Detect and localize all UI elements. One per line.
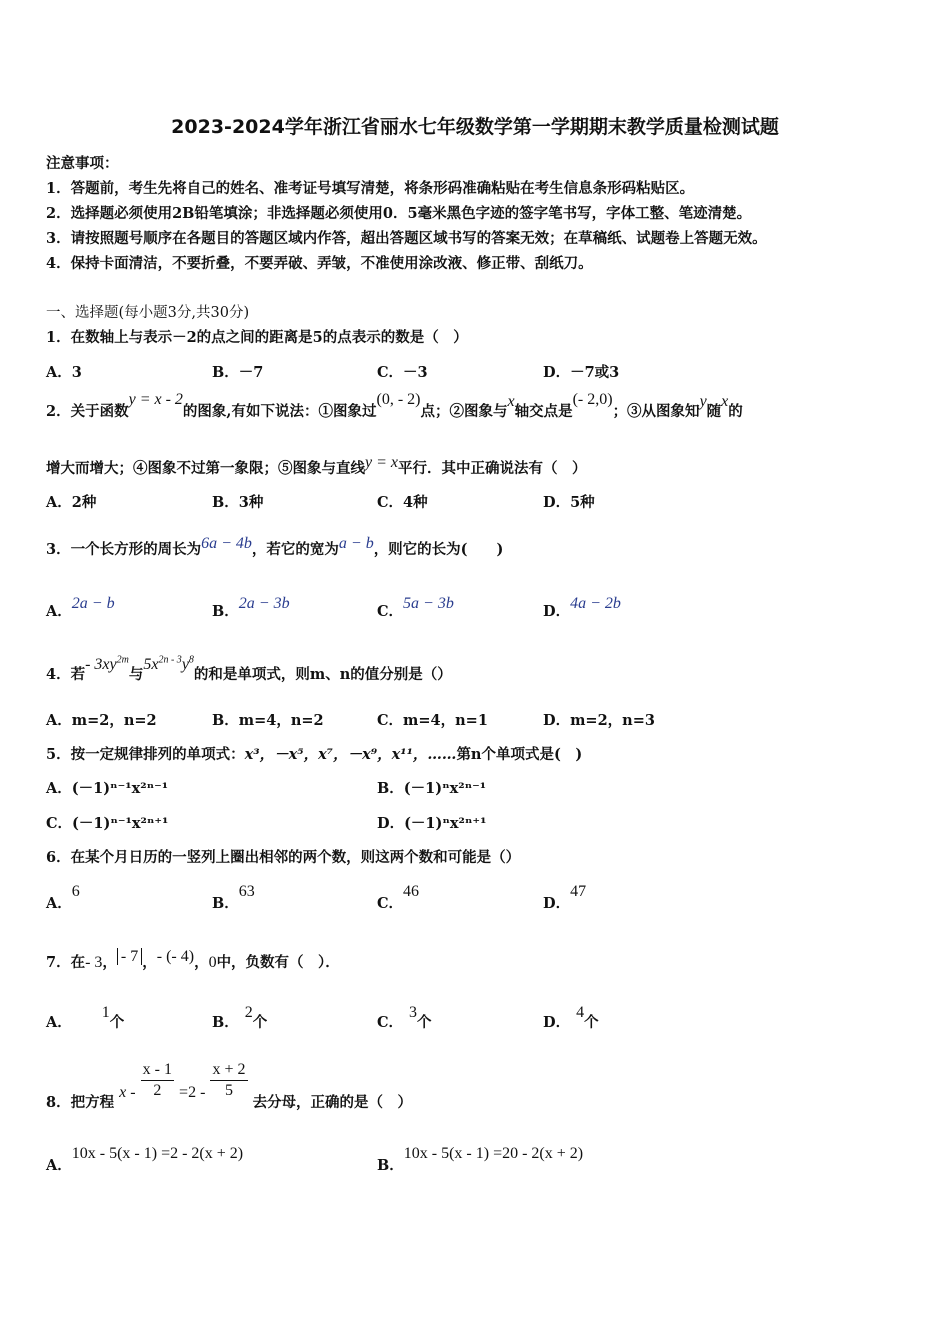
notice-item-4: 4．保持卡面清洁，不要折叠，不要弄破、弄皱，不准使用涂改液、修正带、刮纸刀。 (46, 255, 593, 272)
q7-absolute-value: - 7 (117, 948, 142, 965)
q2-point-1: (0, - 2) (376, 391, 421, 408)
question-5-stem: 5．按一定规律排列的单项式：x³，－x⁵，x⁷，－x⁹，x¹¹，……第n个单项式是( ) (46, 746, 583, 763)
q8-option-b: B．10x - 5(x - 1) =20 - 2(x + 2) (377, 1145, 584, 1174)
notice-item-1: 1．答题前，考生先将自己的姓名、准考证号填写清楚，将条形码准确粘贴在考生信息条形码粘贴区。 (46, 180, 695, 197)
notice-item-3: 3．请按照题号顺序在各题目的答题区域内作答，超出答题区域书写的答案无效；在草稿纸、试题卷上答题无效。 (46, 230, 767, 247)
q7-option-c: C．3个 (377, 1004, 432, 1031)
q5-option-d: D．(－1)ⁿx²ⁿ⁺¹ (377, 815, 487, 832)
question-8-stem: 8．把方程 x - $\frac{x - 1}{2}$ =2 - $\frac{x + 2}{5}$ 去分母，正确的是（ ） (46, 1061, 413, 1111)
q8-option-a: A．10x - 5(x - 1) =2 - 2(x + 2) (46, 1145, 244, 1174)
section-heading: 一、选择题(每小题3分,共30分) (46, 305, 250, 321)
question-2-stem-line-2: 增大而增大；④图象不过第一象限；⑤图象与直线y = x平行．其中正确说法有（ ） (46, 454, 587, 477)
question-3-stem: 3．一个长方形的周长为6a − 4b，若它的宽为a − b，则它的长为( ) (46, 535, 504, 558)
q6-option-d: D．47 (543, 883, 587, 912)
q1-option-c: C．－3 (377, 364, 428, 381)
q7-option-d: D．4个 (543, 1004, 599, 1031)
q1-option-b: B．－7 (212, 364, 264, 381)
q5-option-a: A．(－1)ⁿ⁻¹x²ⁿ⁻¹ (46, 780, 169, 797)
q8-fraction-2: $\frac{x + 2}{5}$ (212, 1061, 246, 1099)
q2-option-b: B．3种 (212, 494, 264, 511)
page-title: 2023-2024学年浙江省丽水七年级数学第一学期期末教学质量检测试题 (171, 116, 779, 138)
q2-option-a: A．2种 (46, 494, 97, 511)
q2-option-c: C．4种 (377, 494, 428, 511)
question-1-stem: 1．在数轴上与表示－2的点之间的距离是5的点表示的数是（ ） (46, 329, 468, 346)
q2-option-d: D．5种 (543, 494, 595, 511)
question-2-stem: 2．关于函数y = x - 2的图象,有如下说法：①图象过(0, - 2)点；②图象与x轴交点是(- 2,0)；③从图象知y随x的 (46, 391, 743, 420)
q6-option-b: B．63 (212, 883, 255, 912)
question-4-stem: 4．若- $3xy^{2m}$与$5x^{2n - 3}y^8$的和是单项式，则m、n的值分别是（） (46, 654, 452, 683)
q4-term-2: $5x^{2n - 3}y^8$ (143, 654, 194, 673)
q3-option-c: C．5a − 3b (377, 595, 454, 620)
notice-heading: 注意事项： (46, 155, 119, 172)
q3-option-b: B．2a − 3b (212, 595, 290, 620)
q6-option-a: A．6 (46, 883, 80, 912)
q4-option-d: D．m=2，n=3 (543, 712, 655, 729)
notice-item-2: 2．选择题必须使用2B铅笔填涂；非选择题必须使用0．5毫米黑色字迹的签字笔书写，字体工整、笔迹清楚。 (46, 205, 752, 222)
q4-option-c: C．m=4，n=1 (377, 712, 488, 729)
q2-point-2: (- 2,0) (572, 391, 613, 408)
q5-option-b: B．(－1)ⁿx²ⁿ⁻¹ (377, 780, 487, 797)
q4-term-1: - $3xy^{2m}$ (85, 654, 129, 673)
q3-width: a − b (338, 535, 374, 552)
q2-line-function: y = x (365, 454, 398, 471)
q4-option-a: A．m=2，n=2 (46, 712, 157, 729)
q2-function: y = x - 2 (128, 391, 183, 408)
question-7-stem: 7．在- 3， - 7 ，- (- 4)，0中，负数有（ ）． (46, 948, 340, 971)
q3-option-a: A．2a − b (46, 595, 115, 620)
q3-perimeter: 6a − 4b (201, 535, 252, 552)
q6-option-c: C．46 (377, 883, 420, 912)
question-6-stem: 6．在某个月日历的一竖列上圈出相邻的两个数，则这两个数和可能是（） (46, 849, 521, 866)
q5-option-c: C．(－1)ⁿ⁻¹x²ⁿ⁺¹ (46, 815, 169, 832)
q3-option-d: D．4a − 2b (543, 595, 621, 620)
q1-option-a: A．3 (46, 364, 82, 381)
q8-fraction-1: $\frac{x - 1}{2}$ (142, 1061, 172, 1099)
q4-option-b: B．m=4，n=2 (212, 712, 324, 729)
q5-sequence: x³，－x⁵，x⁷，－x⁹，x¹¹，…… (244, 746, 457, 763)
q7-option-a: A．1个 (46, 1004, 125, 1031)
q7-option-b: B．2个 (212, 1004, 268, 1031)
q1-option-d: D．－7或3 (543, 364, 620, 381)
